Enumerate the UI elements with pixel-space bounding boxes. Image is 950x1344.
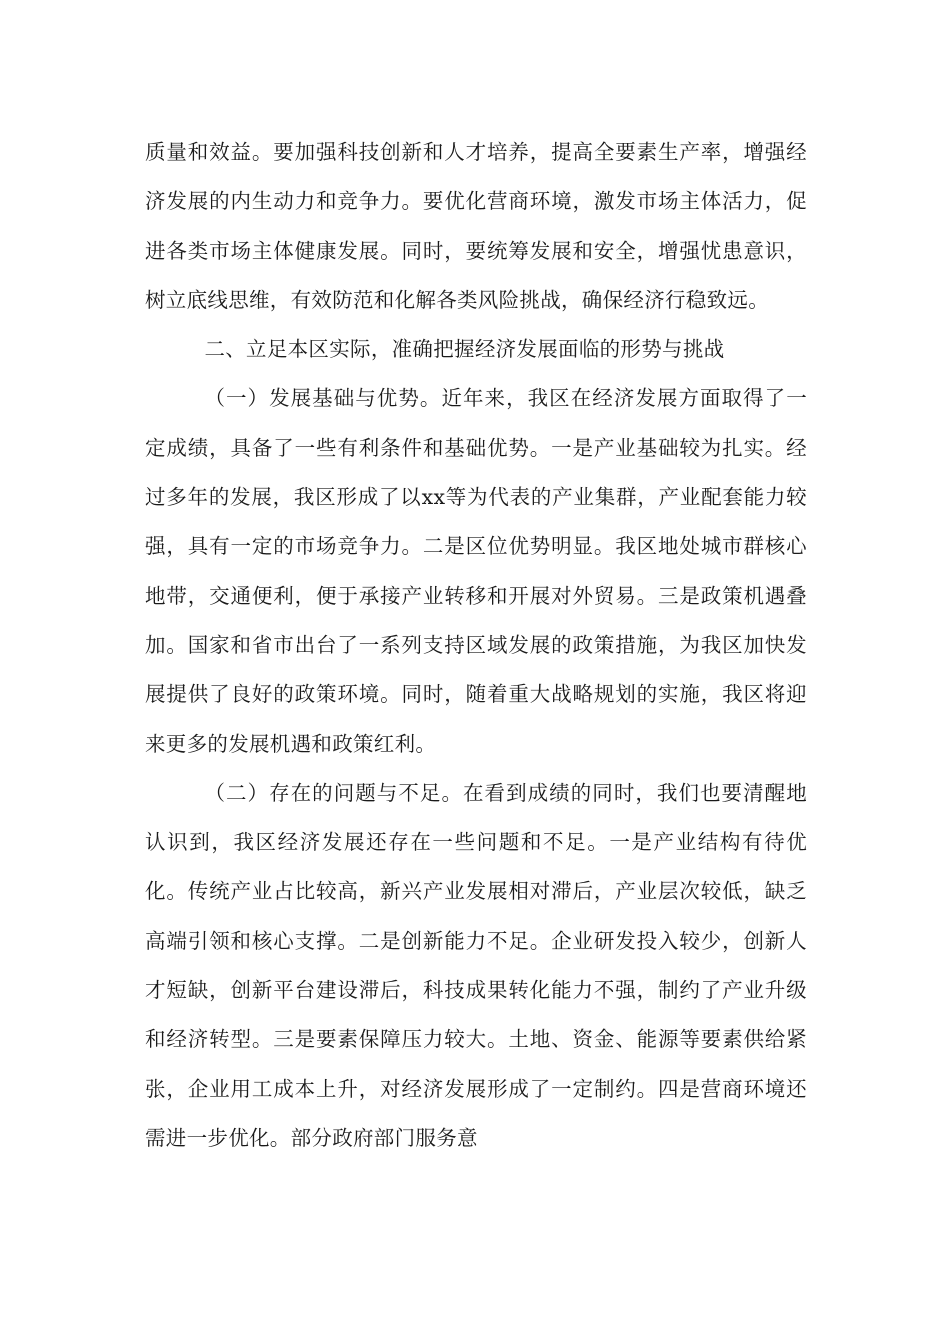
section-heading: 二、立足本区实际，准确把握经济发展面临的形势与挑战 [204, 337, 725, 362]
paragraph-continued: 质量和效益。要加强科技创新和人才培养，提高全要素生产率，增强经济发展的内生动力和竞争力。要优化营商环境，激发市场主体活力，促进各类市场主体健康发展。同时，要统筹发展和安全，增强忧患意识，树立底线思维，有效防范和化解各类风险挑战，确保经济行稳致远。 [145, 140, 807, 312]
paragraph-problems-shortcomings: （二）存在的问题与不足。在看到成绩的同时，我们也要清醒地认识到，我区经济发展还存在一些问题和不足。一是产业结构有待优化。传统产业占比较高，新兴产业发展相对滞后，产业层次较低，缺乏高端引领和核心支撑。二是创新能力不足。企业研发投入较少，创新人才短缺，创新平台建设滞后，科技成果转化能力不强，制约了产业升级和经济转型。三是要素保障压力较大。土地、资金、能源等要素供给紧张，企业用工成本上升，对经济发展形成了一定制约。四是营商环境还需进一步优化。部分政府部门服务意 [145, 780, 807, 1150]
document-body [145, 128, 807, 1163]
paragraph-development-foundation: （一）发展基础与优势。近年来，我区在经济发展方面取得了一定成绩，具备了一些有利条件和基础优势。一是产业基础较为扎实。经过多年的发展，我区形成了以xx等为代表的产业集群，产业配套能力较强，具有一定的市场竞争力。二是区位优势明显。我区地处城市群核心地带，交通便利，便于承接产业转移和开展对外贸易。三是政策机遇叠加。国家和省市出台了一系列支持区域发展的政策措施，为我区加快发展提供了良好的政策环境。同时，随着重大战略规划的实施，我区将迎来更多的发展机遇和政策红利。 [145, 386, 807, 756]
